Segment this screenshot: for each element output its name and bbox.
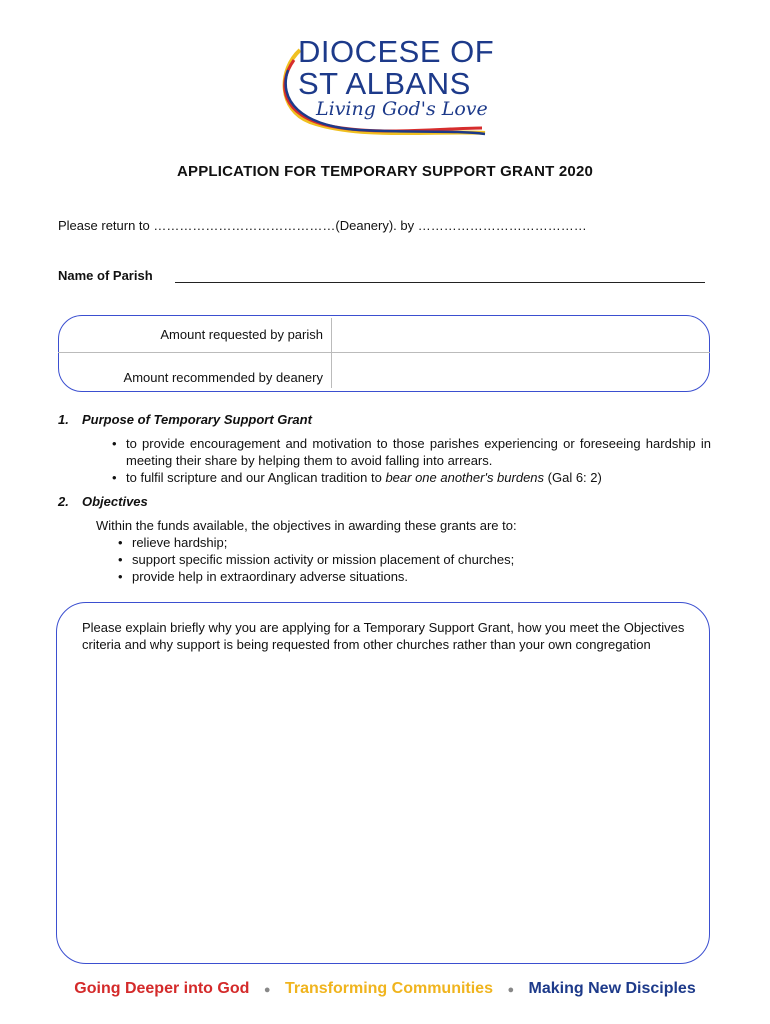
- amount-column-divider: [331, 318, 332, 388]
- list-item: • relieve hardship;: [118, 535, 228, 550]
- bullet-icon: •: [118, 535, 123, 550]
- logo-tagline: Living God's Love: [316, 98, 488, 120]
- footer-part-2: Transforming Communities: [284, 980, 493, 997]
- bullet-icon: •: [112, 436, 117, 451]
- bullet-icon: •: [118, 569, 123, 584]
- diocese-logo: [270, 30, 500, 140]
- bullet-icon: •: [118, 552, 123, 567]
- list-item: • provide help in extraordinary adverse situations.: [118, 569, 409, 584]
- section2-intro: Within the funds available, the objectives in awarding these grants are to:: [96, 518, 517, 533]
- section2-list: [115, 534, 675, 585]
- footer-part-3: Making New Disciples: [528, 980, 696, 997]
- section1-number: 1.: [58, 412, 69, 427]
- amount-requested-label: Amount requested by parish: [160, 327, 323, 342]
- footer-slogan: [0, 980, 770, 998]
- list-item: • support specific mission activity or mission placement of churches;: [118, 552, 515, 567]
- explanation-box[interactable]: [56, 602, 710, 964]
- section1-heading: Purpose of Temporary Support Grant: [82, 412, 312, 427]
- page-title: APPLICATION FOR TEMPORARY SUPPORT GRANT 2020: [176, 163, 594, 180]
- amount-recommended-label: Amount recommended by deanery: [123, 370, 323, 385]
- list-item: • to provide encouragement and motivation to those parishes experiencing or foreseeing hardship in meeting their share by helping them to avoid falling into arrears.: [112, 436, 711, 468]
- footer-separator-2: ●: [507, 984, 515, 996]
- amount-row-divider: [58, 352, 710, 353]
- parish-name-field[interactable]: [175, 282, 705, 283]
- parish-label: Name of Parish: [58, 268, 153, 283]
- bullet-icon: •: [112, 470, 117, 485]
- list-item: • to fulfil scripture and our Anglican tradition to bear one another's burdens (Gal 6: 2): [112, 470, 602, 485]
- logo-line-1: DIOCESE OF: [298, 34, 495, 69]
- explanation-prompt: Please explain briefly why you are applying for a Temporary Support Grant, how you meet the Objectives criteria and why support is being requested from other churches rather than your own congregation: [82, 620, 685, 652]
- logo-line-2: ST ALBANS: [298, 66, 471, 101]
- section2-number: 2.: [58, 494, 69, 509]
- section1-list: [109, 435, 711, 486]
- amount-recommended-field[interactable]: [333, 356, 703, 386]
- footer-separator-1: ●: [263, 984, 271, 996]
- amount-requested-field[interactable]: [333, 320, 703, 350]
- section2-heading: Objectives: [82, 494, 148, 509]
- footer-part-1: Going Deeper into God: [74, 980, 250, 997]
- return-instruction[interactable]: Please return to ……………………………………(Deanery). by …………………………………: [58, 218, 587, 233]
